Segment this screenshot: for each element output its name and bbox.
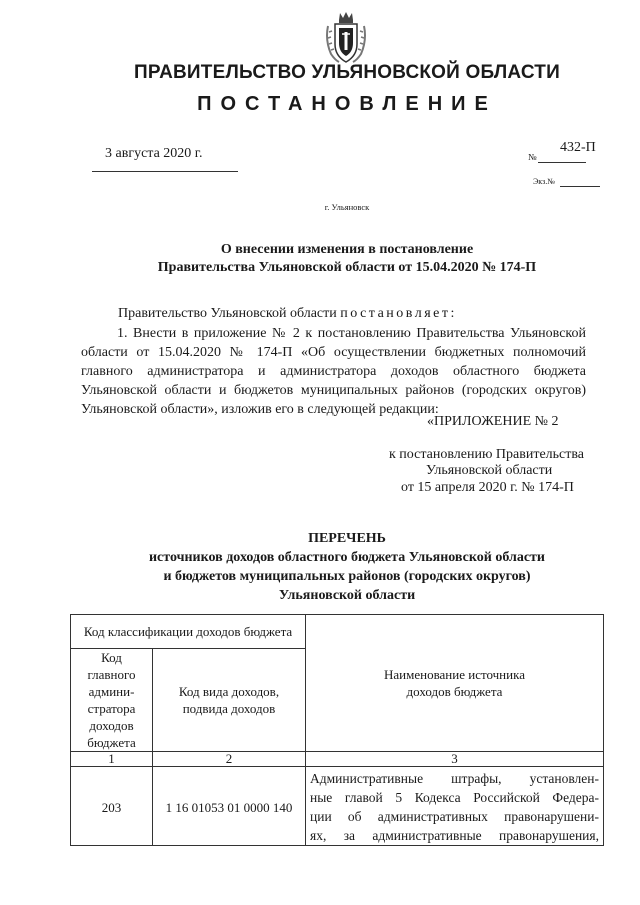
appendix-line-2: Ульяновской области — [426, 463, 553, 478]
income-sources-table — [70, 614, 604, 846]
subject-line-2: Правительства Ульяновской области от 15.04.2020 № 174-П — [157, 260, 537, 275]
date-underline — [92, 171, 238, 172]
list-title-block — [0, 529, 640, 605]
lead-sentence — [118, 306, 457, 322]
paragraph-line: главного администратора и администратора доходов областного бюджета — [81, 364, 586, 379]
paragraph-1 — [81, 324, 586, 419]
col1-header-cell: Код главного админи-стратора доходов бюджета — [71, 649, 153, 752]
list-title-line-3: Ульяновской области — [278, 588, 416, 603]
copy-underline — [560, 186, 600, 187]
appendix-title: «ПРИЛОЖЕНИЕ № 2 — [427, 414, 559, 429]
group-header-cell: Код классификации доходов бюджета — [71, 615, 306, 649]
coat-of-arms-emblem — [325, 10, 367, 66]
column-number: 2 — [153, 752, 306, 767]
paragraph-line: области от 15.04.2020 № 174-П «Об осуществлении бюджетных полномочий — [81, 345, 586, 360]
list-title-line-1: источников доходов областного бюджета Ульяновской области — [148, 550, 545, 565]
number-sign: № — [528, 152, 537, 162]
copy-label: Экз.№ — [533, 177, 555, 186]
column-number: 1 — [71, 752, 153, 767]
paragraph-line: Ульяновской области и бюджетов муниципальных районов (городских округов) — [81, 383, 586, 398]
number-underline — [538, 162, 586, 163]
appendix-line-1: к постановлению Правительства — [389, 447, 585, 462]
paragraph-line: Ульяновской области», изложив его в следующей редакции: — [81, 402, 439, 417]
subject-line-1: О внесении изменения в постановление — [220, 242, 474, 257]
lead-prefix: Правительство Ульяновской области — [118, 306, 337, 321]
income-name-line: ции об административных правонарушени- — [310, 809, 599, 824]
income-name-line: ях, за административные правонарушения, — [310, 828, 599, 843]
paragraph-line: 1. Внести в приложение № 2 к постановлению Правительства Ульяновской — [117, 326, 586, 341]
lead-verb: постановляет: — [340, 306, 457, 321]
income-code-cell: 1 16 01053 01 0000 140 — [153, 767, 306, 846]
list-title: ПЕРЕЧЕНЬ — [308, 531, 386, 546]
table-row — [71, 767, 604, 846]
appendix-line-3: от 15 апреля 2020 г. № 174-П — [401, 480, 574, 495]
table-header-row — [71, 615, 604, 649]
document-type: ПОСТАНОВЛЕНИЕ — [197, 93, 497, 115]
list-title-line-2: и бюджетов муниципальных районов (городских округов) — [163, 569, 531, 584]
document-date: 3 августа 2020 г. — [105, 146, 203, 161]
column-number-row — [71, 752, 604, 767]
income-name-line: Административные штрафы, установлен- — [310, 771, 599, 786]
city: г. Ульяновск — [324, 202, 370, 212]
document-number: 432-П — [560, 140, 596, 155]
government-title: ПРАВИТЕЛЬСТВО УЛЬЯНОВСКОЙ ОБЛАСТИ — [134, 62, 560, 83]
column-number: 3 — [306, 752, 604, 767]
col2-header-cell: Код вида доходов, подвида доходов — [153, 649, 306, 752]
income-name-line: ные главой 5 Кодекса Российской Федера- — [310, 790, 599, 805]
income-name-cell — [306, 767, 604, 846]
document-subject — [0, 241, 640, 277]
admin-code-cell: 203 — [71, 767, 153, 846]
col3-header-cell: Наименование источника доходов бюджета — [306, 615, 604, 752]
